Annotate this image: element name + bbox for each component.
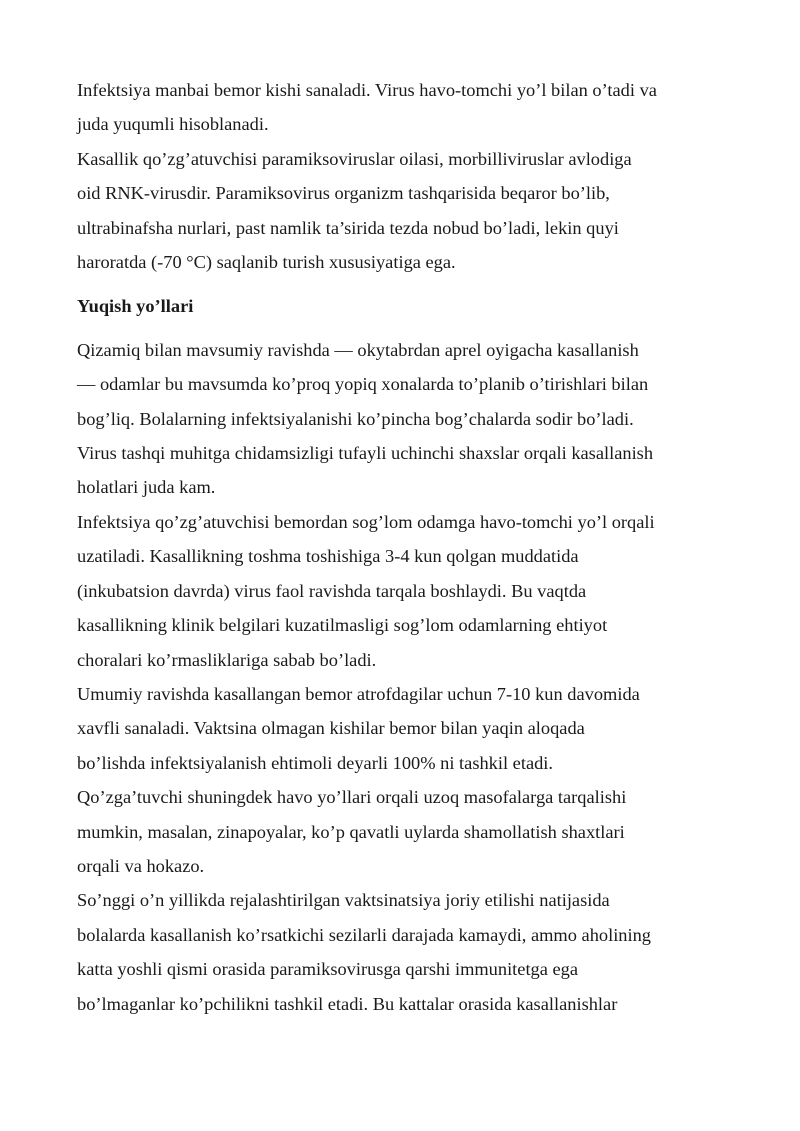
text-line: katta yoshli qismi orasida paramiksovirusga qarshi immunitetga ega bbox=[77, 959, 579, 980]
document-page bbox=[77, 73, 727, 1021]
section-paragraph-1 bbox=[77, 333, 727, 505]
text-line: bog’liq. Bolalarning infektsiyalanishi ko’pincha bog’chalarda sodir bo’ladi. bbox=[77, 408, 634, 429]
text-line: Infektsiya manbai bemor kishi sanaladi. Virus havo-tomchi yo’l bilan o’tadi va bbox=[77, 80, 657, 100]
section-paragraph-5 bbox=[77, 883, 727, 1021]
intro-paragraph-1 bbox=[77, 73, 727, 142]
text-line: uzatiladi. Kasallikning toshma toshishiga 3-4 kun qolgan muddatida bbox=[77, 546, 579, 567]
text-line: orqali va hokazo. bbox=[77, 855, 205, 876]
text-line: oid RNK-virusdir. Paramiksovirus organizm tashqarisida beqaror bo’lib, bbox=[77, 183, 610, 204]
text-line: Virus tashqi muhitga chidamsizligi tufayli uchinchi shaxslar orqali kasallanish bbox=[77, 443, 654, 464]
section-paragraph-4 bbox=[77, 780, 727, 883]
text-line: mumkin, masalan, zinapoyalar, ko’p qavatli uylarda shamollatish shaxtlari bbox=[77, 821, 625, 842]
text-line: Qizamiq bilan mavsumiy ravishda — okytabrdan aprel oyigacha kasallanish bbox=[77, 339, 639, 360]
text-line: bo’lmaganlar ko’pchilikni tashkil etadi. Bu kattalar orasida kasallanishlar bbox=[77, 993, 618, 1014]
text-line: kasallikning klinik belgilari kuzatilmasligi sog’lom odamlarning ehtiyot bbox=[77, 615, 608, 636]
section-paragraph-3 bbox=[77, 677, 727, 780]
section-paragraph-2 bbox=[77, 505, 727, 677]
section-heading: Yuqish yo’llari bbox=[77, 296, 194, 317]
text-line: Infektsiya qo’zg’atuvchisi bemordan sog’lom odamga havo-tomchi yo’l orqali bbox=[77, 511, 655, 532]
text-line: holatlari juda kam. bbox=[77, 477, 216, 498]
text-line: ultrabinafsha nurlari, past namlik ta’sirida tezda nobud bo’ladi, lekin quyi bbox=[77, 217, 619, 238]
text-line: xavfli sanaladi. Vaktsina olmagan kishilar bemor bilan yaqin aloqada bbox=[77, 718, 585, 739]
text-line: Umumiy ravishda kasallangan bemor atrofdagilar uchun 7-10 kun davomida bbox=[77, 683, 640, 704]
intro-paragraph-2 bbox=[77, 142, 727, 280]
text-line: juda yuqumli hisoblanadi. bbox=[77, 114, 269, 135]
text-line: Qo’zga’tuvchi shuningdek havo yo’llari orqali uzoq masofalarga tarqalishi bbox=[77, 787, 627, 808]
text-line: (inkubatsion davrda) virus faol ravishda tarqala boshlaydi. Bu vaqtda bbox=[77, 580, 587, 601]
text-line: — odamlar bu mavsumda ko’proq yopiq xonalarda to’planib o’tirishlari bilan bbox=[77, 374, 649, 395]
text-line: So’nggi o’n yillikda rejalashtirilgan vaktsinatsiya joriy etilishi natijasida bbox=[77, 890, 610, 911]
text-line: bo’lishda infektsiyalanish ehtimoli deyarli 100% ni tashkil etadi. bbox=[77, 752, 554, 773]
text-line: Kasallik qo’zg’atuvchisi paramiksoviruslar oilasi, morbilliviruslar avlodiga bbox=[77, 148, 632, 169]
text-line: bolalarda kasallanish ko’rsatkichi sezilarli darajada kamaydi, ammo aholining bbox=[77, 924, 651, 945]
text-line: haroratda (-70 °C) saqlanib turish xususiyatiga ega. bbox=[77, 252, 456, 273]
text-line: choralari ko’rmasliklariga sabab bo’ladi. bbox=[77, 649, 377, 670]
